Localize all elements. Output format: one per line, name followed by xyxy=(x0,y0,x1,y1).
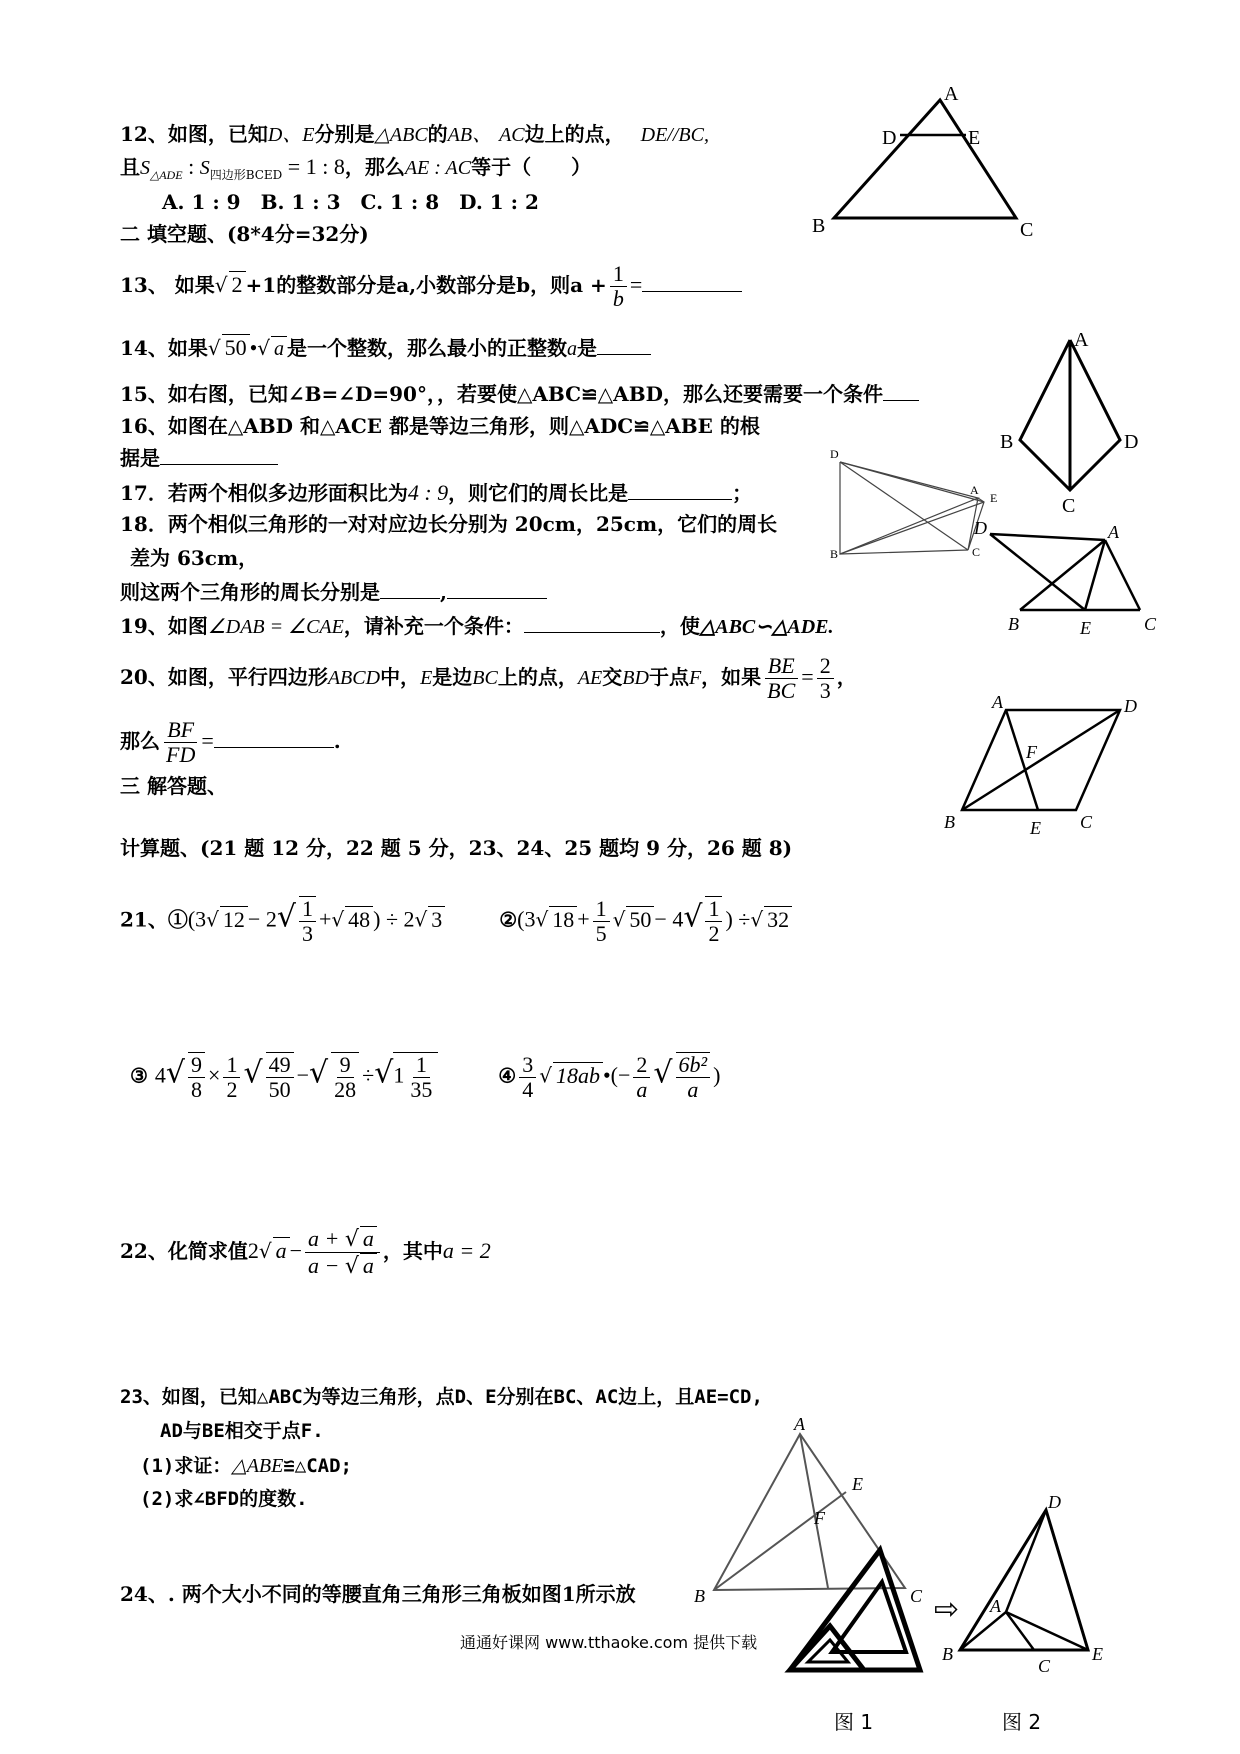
q17-ratio: 4 : 9 xyxy=(407,480,449,505)
vertex-label: D xyxy=(1124,431,1139,453)
answer-blank[interactable] xyxy=(447,598,547,599)
fraction-numerator: 1 xyxy=(413,1053,430,1078)
vertex-label: B xyxy=(1008,614,1019,634)
q18-line3 xyxy=(120,580,547,604)
sqrt-radicand: 3 xyxy=(428,906,445,933)
q21-row1: 21、①(3√ 12 − 2√ $\frac{1}{3}$ +√ 48 ) ÷ 2√ 3 ②(3√ 18 + $\frac{1}{5}$ √ 50 − 4√ $\frac{1}{2}$ ) ÷√ 32 xyxy=(120,896,792,946)
fraction-denominator: 2 xyxy=(708,921,720,947)
expr: − 2 xyxy=(247,906,277,932)
vertex-label: D xyxy=(1048,1492,1061,1512)
q21-row2: ③ 4√ $\frac{9}{8}$ × $\frac{1}{2}$ √ $\frac{49}{50}$ −√ $\frac{9}{28}$ ÷√1 $\frac{1}{35}$ ④ $\frac{3}{4}$ √ 18ab •(− $\frac{2}{a}$ √ $\frac{\text{6b²}}{a}$ ) xyxy=(130,1051,721,1103)
triangle-large xyxy=(960,1510,1088,1650)
section-2-heading: 二 填空题、(8*4分=32分) xyxy=(120,222,369,246)
q16-text: 据是 xyxy=(120,446,160,470)
q20-var: ABCD xyxy=(327,667,381,690)
q23-math: △ABE xyxy=(231,1455,284,1477)
ratio-colon: : xyxy=(182,154,200,179)
equals-sign: = xyxy=(801,664,814,690)
multiply-dot: • xyxy=(602,1062,611,1088)
q20-text: . xyxy=(333,729,341,754)
expr: a + xyxy=(308,1226,340,1251)
vertex-label: A xyxy=(992,692,1003,712)
area-subscript: △ADE xyxy=(150,168,183,182)
q14-text: 14、如果 xyxy=(120,336,208,360)
fraction-denominator: 2 xyxy=(226,1076,238,1102)
multiply-dot: • xyxy=(249,335,258,360)
q13-text: 13、 如果 xyxy=(120,273,215,298)
q14: 14、如果√ 50 •√ a 是一个整数，那么最小的正整数a是 xyxy=(120,334,651,361)
answer-blank[interactable] xyxy=(597,354,651,355)
sqrt-radicand: 12 xyxy=(220,906,248,933)
q17-text: 17．若两个相似多边形面积比为 xyxy=(120,481,408,505)
vertex-label: F xyxy=(1026,742,1037,762)
sqrt-radicand: 18ab xyxy=(553,1062,603,1089)
q20-line1 xyxy=(120,654,857,703)
expr: 4 xyxy=(154,1062,166,1088)
q20-text: ， xyxy=(836,665,857,690)
fraction-numerator: BE xyxy=(765,654,798,679)
expr: 2 xyxy=(247,1238,259,1264)
fraction-denominator: FD xyxy=(166,742,196,768)
area-symbol: S xyxy=(199,157,210,179)
vertex-label: B xyxy=(944,812,955,832)
fraction-denominator: BC xyxy=(767,678,796,704)
q19-text: ，请补充一个条件： xyxy=(343,614,524,638)
vertex-label: C xyxy=(972,545,981,559)
sqrt-radicand: a xyxy=(360,1253,377,1278)
q23-line1: 23、如图，已知△ABC为等边三角形，点D、E分别在BC、AC边上，且AE=CD, xyxy=(120,1386,763,1408)
ratio-value: = 1 : 8 xyxy=(282,154,345,179)
figure-q24-fig1 xyxy=(780,1540,930,1690)
q16-line2 xyxy=(120,446,278,470)
sqrt-radicand: a xyxy=(360,1226,377,1251)
fraction-numerator: 9 xyxy=(188,1053,205,1078)
area-subscript: 四边形BCED xyxy=(209,168,283,182)
figure-q19 xyxy=(974,518,1170,640)
sqrt-radicand: 18 xyxy=(549,906,577,933)
expr: (3 xyxy=(517,906,536,932)
vertex-label: E xyxy=(1080,618,1091,638)
vertex-label: B xyxy=(942,1644,953,1664)
q19 xyxy=(120,614,834,639)
fraction-denominator: 3 xyxy=(301,921,313,947)
vertex-label: C xyxy=(910,1586,923,1606)
fraction xyxy=(163,718,198,767)
equals-sign: = xyxy=(201,728,214,754)
sqrt-radicand: 48 xyxy=(345,906,373,933)
fraction xyxy=(817,654,834,703)
q14-text: 是 xyxy=(577,336,598,360)
q17 xyxy=(120,480,752,506)
fraction xyxy=(299,896,316,946)
figure-q20 xyxy=(940,692,1160,850)
q12-side: AC xyxy=(499,124,525,146)
q12-options: A. 1 : 9 B. 1 : 3 C. 1 : 8 D. 1 : 2 xyxy=(162,190,539,214)
figure-q12 xyxy=(812,83,1040,241)
page-footer: 通通好课网 www.tthaoke.com 提供下载 xyxy=(460,1633,758,1652)
expr: (− xyxy=(610,1062,631,1088)
q21-label: 21、① xyxy=(120,907,188,932)
fraction-denominator: a − √ a xyxy=(305,1253,380,1279)
sqrt-radicand: 32 xyxy=(764,906,792,933)
fraction-denominator: 28 xyxy=(334,1077,357,1103)
fraction xyxy=(764,654,798,703)
q12-line1 xyxy=(120,122,709,147)
vertex-label: F xyxy=(814,1508,825,1528)
q20-var: E xyxy=(420,667,433,690)
q20-var: F xyxy=(688,667,702,690)
q19-text: ，使 xyxy=(659,614,700,638)
vertex-label: B xyxy=(1000,431,1014,453)
q20-text: 上的点， xyxy=(497,665,578,690)
expr: ) ÷ 2 xyxy=(373,906,415,932)
fraction xyxy=(610,262,627,311)
vertex-label: D xyxy=(1124,696,1137,716)
q19-text: 19、如图 xyxy=(120,614,208,638)
answer-blank[interactable] xyxy=(380,598,440,599)
fraction-numerator: 2 xyxy=(817,654,834,679)
fraction xyxy=(633,1053,650,1102)
fraction-numerator: 1 xyxy=(593,897,610,922)
q13: 13、 如果√ 2 +1的整数部分是a,小数部分是b，则a + $\frac{1}{b}$ = xyxy=(120,262,742,311)
figure-q24-fig2 xyxy=(942,1492,1103,1700)
q23-line4: (2)求∠BFD的度数. xyxy=(140,1488,308,1510)
segment-ae xyxy=(1085,540,1105,610)
answer-blank[interactable] xyxy=(160,464,278,465)
q20-text: 交 xyxy=(602,665,623,690)
vertex-label: A xyxy=(794,1414,805,1434)
q12-parallel: DE//BC, xyxy=(640,124,709,146)
fraction xyxy=(676,1052,711,1102)
vertex-label: D xyxy=(974,518,987,538)
fraction-denominator: a xyxy=(687,1077,699,1103)
fraction-numerator: 49 xyxy=(266,1053,294,1078)
fraction-denominator: b xyxy=(612,286,624,312)
fraction-denominator: a xyxy=(636,1076,648,1102)
vertex-label: A xyxy=(1108,522,1119,542)
q17-text: ； xyxy=(732,481,753,505)
fraction-denominator: 5 xyxy=(595,920,607,946)
q15 xyxy=(120,382,919,406)
segment-de xyxy=(840,462,984,502)
vertex-label: C xyxy=(1062,495,1076,517)
q21-label: ② xyxy=(499,907,518,932)
sqrt-radicand: a xyxy=(273,1237,290,1264)
q21-label: ④ xyxy=(498,1063,517,1088)
q23-text: ≌△CAD; xyxy=(283,1455,352,1477)
q12-text: 分别是 xyxy=(314,122,375,146)
expr: (3 xyxy=(187,906,207,932)
fraction-numerator: 1 xyxy=(299,897,316,922)
vertex-label: E xyxy=(1030,818,1041,838)
answer-blank[interactable] xyxy=(883,400,919,401)
q20-var: BD xyxy=(622,667,649,690)
fraction-denominator: 50 xyxy=(268,1077,291,1103)
fraction xyxy=(593,897,610,946)
fraction-numerator: 1 xyxy=(610,262,627,287)
q12-text: 等于（ ） xyxy=(471,155,592,179)
q12-text: 边上的点， xyxy=(524,122,625,146)
q12-text: ，那么 xyxy=(344,155,405,179)
q18-text: 则这两个三角形的周长分别是 xyxy=(120,580,380,604)
sqrt-radicand: 2 xyxy=(229,271,246,298)
q23-text: (1)求证： xyxy=(140,1455,232,1477)
q12-side: AB、 xyxy=(447,124,493,146)
fraction-numerator: 3 xyxy=(519,1053,536,1078)
q12-triangle: △ABC xyxy=(374,124,428,146)
q23-line2: AD与BE相交于点F. xyxy=(160,1420,324,1442)
expr: + xyxy=(577,906,590,932)
figure-q15 xyxy=(1000,329,1140,517)
q21-label: ③ xyxy=(130,1063,148,1088)
vertex-label: D xyxy=(830,447,839,461)
fraction xyxy=(407,1053,435,1102)
q12-text: 且 xyxy=(120,155,140,179)
q22-text: 22、化简求值 xyxy=(120,1239,248,1264)
vertex-label: C xyxy=(1038,1656,1051,1676)
segment-bc xyxy=(840,550,968,554)
expr: − xyxy=(289,1238,303,1264)
vertex-label: C xyxy=(1144,614,1157,634)
section-3-heading: 三 解答题、 xyxy=(120,774,227,798)
fraction-numerator: BF xyxy=(164,718,197,743)
fraction-numerator: a + √ a xyxy=(305,1226,380,1253)
q12-ratio: AE : AC xyxy=(404,157,472,179)
q19-similar: △ABC∽△ADE. xyxy=(699,616,834,638)
q20-text: 于点 xyxy=(648,665,689,690)
q19-angles: ∠DAB = ∠CAE xyxy=(207,616,344,638)
fraction-numerator: 9 xyxy=(337,1053,354,1078)
q23-line3 xyxy=(140,1454,352,1478)
sqrt-radicand: a xyxy=(271,336,287,361)
segment-ac xyxy=(1105,540,1140,610)
sqrt-radicand: 50 xyxy=(626,906,654,933)
vertex-label: B xyxy=(830,547,839,561)
q12-line2 xyxy=(120,154,591,182)
fraction-numerator: 1 xyxy=(223,1053,240,1078)
vertex-label: E xyxy=(852,1474,863,1494)
q20-var: BC xyxy=(472,667,498,690)
q20-text: 20、如图，平行四边形 xyxy=(120,665,328,690)
vertex-label: B xyxy=(694,1586,705,1606)
fraction-numerator: 6b² xyxy=(676,1053,711,1078)
q13-text: +1的整数部分是a,小数部分是b，则a + xyxy=(245,273,607,298)
expr: − 4 xyxy=(654,906,684,932)
q20-var: AE xyxy=(577,667,603,690)
vertex-label: A xyxy=(970,483,979,497)
fraction xyxy=(188,1052,205,1102)
q17-text: ，则它们的周长比是 xyxy=(448,481,629,505)
q22: 22、化简求值2√ a − $\frac{a + √ a}{a - √ a}$ ，其中a = 2 xyxy=(120,1226,491,1280)
expr: a − xyxy=(308,1253,340,1279)
q16-line1: 16、如图在△ABD 和△ACE 都是等边三角形，则△ADC≌△ABE 的根 xyxy=(120,414,760,438)
fraction xyxy=(705,896,722,946)
mixed-number xyxy=(393,1052,438,1102)
answer-blank[interactable] xyxy=(628,499,732,500)
vertex-label: D xyxy=(882,127,897,149)
vertex-label: E xyxy=(968,127,981,149)
expr: × xyxy=(208,1062,221,1088)
figure-caption-2: 图 2 xyxy=(1002,1710,1042,1734)
vertex-label: A xyxy=(1074,329,1089,351)
expr: ÷ xyxy=(362,1062,375,1088)
q15-text: 15、如右图，已知∠B=∠D=90°，，若要使△ABC≌△ABD，那么还要需要一个条件 xyxy=(120,382,883,406)
q18-line2: 差为 63cm， xyxy=(130,546,259,570)
q12-text: 的 xyxy=(427,122,448,146)
expr: + xyxy=(318,906,332,932)
segment-ad xyxy=(1006,1510,1046,1612)
vertex-label: E xyxy=(990,491,998,505)
segment-da xyxy=(990,534,1105,540)
q24: 24、. 两个大小不同的等腰直角三角形三角板如图1所示放 xyxy=(120,1582,636,1606)
triangle-abc xyxy=(834,100,1016,218)
fraction xyxy=(305,1226,380,1279)
q20-text: 中， xyxy=(380,665,421,690)
expr: ) ÷ xyxy=(725,906,751,932)
q18-comma: , xyxy=(440,580,447,604)
vertex-label: A xyxy=(990,1596,1001,1616)
q20-text: 是边 xyxy=(432,665,473,690)
vertex-label: C xyxy=(1020,219,1034,241)
whole-part: 1 xyxy=(393,1062,405,1088)
vertex-label: C xyxy=(1080,812,1093,832)
q22-text: ，其中 xyxy=(382,1239,443,1264)
answer-blank[interactable] xyxy=(642,291,742,292)
vertex-label: E xyxy=(1092,1644,1103,1664)
fraction xyxy=(223,1053,240,1102)
diagonal-bd xyxy=(962,710,1120,810)
q22-condition: a = 2 xyxy=(442,1238,491,1264)
fraction-numerator: 1 xyxy=(705,897,722,922)
fraction-denominator: 4 xyxy=(522,1076,534,1102)
area-symbol: S xyxy=(140,157,150,179)
fraction xyxy=(266,1052,294,1102)
fraction xyxy=(331,1052,359,1102)
fraction-denominator: 3 xyxy=(819,678,831,704)
vertex-label: B xyxy=(812,215,826,237)
segment-de xyxy=(990,534,1085,610)
equals-sign: = xyxy=(629,272,643,298)
q18-line1: 18．两个相似三角形的一对对应边长分别为 20cm，25cm，它们的周长 xyxy=(120,512,778,536)
arrow-right-icon: ⇨ xyxy=(934,1592,960,1627)
vertex-label: A xyxy=(944,83,959,105)
segment-ae xyxy=(1006,1612,1088,1650)
fraction-numerator: 2 xyxy=(633,1053,650,1078)
expr: ) xyxy=(713,1062,721,1088)
fraction xyxy=(519,1053,536,1102)
q20-text: ，如果 xyxy=(701,665,762,690)
answer-blank[interactable] xyxy=(524,632,660,633)
segment-ab xyxy=(1020,540,1105,610)
q12-text: 12、如图，已知 xyxy=(120,122,268,146)
figure-caption-1: 图 1 xyxy=(834,1710,874,1734)
fraction-denominator: 8 xyxy=(191,1077,203,1103)
q20-line2 xyxy=(120,718,341,767)
fraction-denominator: 35 xyxy=(410,1077,433,1103)
answer-blank[interactable] xyxy=(214,747,334,748)
q14-variable: a xyxy=(567,338,578,360)
sqrt-radicand: 50 xyxy=(222,334,250,361)
q14-text: 是一个整数，那么最小的正整数 xyxy=(287,336,568,360)
q12-points: D、E xyxy=(267,124,315,146)
expr: − xyxy=(296,1062,309,1088)
q20-text: 那么 xyxy=(120,729,160,754)
calc-heading: 计算题、(21 题 12 分，22 题 5 分，23、24、25 题均 9 分，26 题 8) xyxy=(120,836,793,860)
segment-dc xyxy=(840,462,968,550)
